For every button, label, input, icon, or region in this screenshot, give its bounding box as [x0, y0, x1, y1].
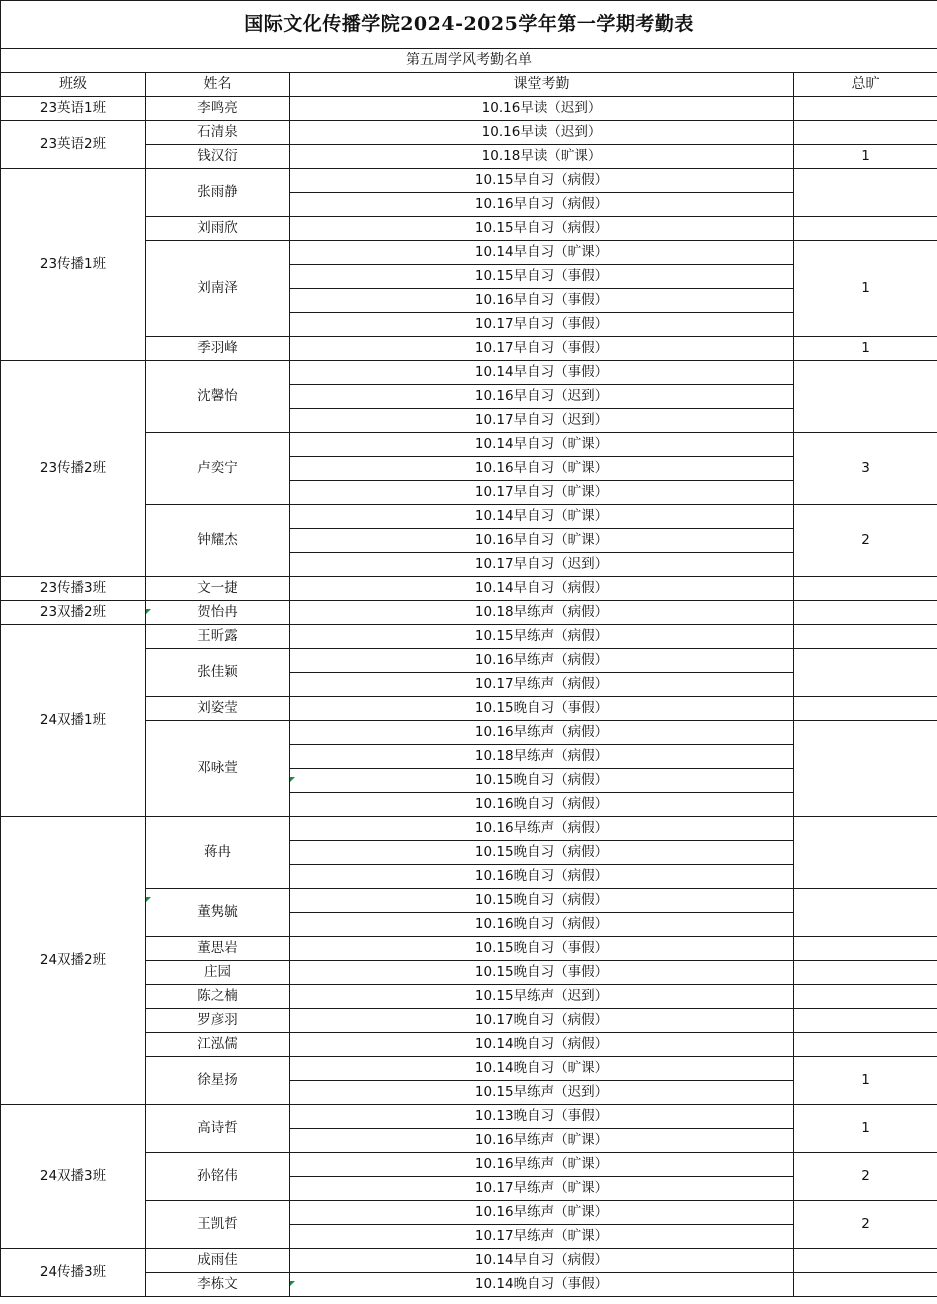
total-absence-cell: [794, 1249, 937, 1273]
sheet-subtitle: 第五周学风考勤名单: [1, 49, 937, 73]
attendance-record-cell: 10.16晚自习（病假）: [290, 913, 794, 937]
student-name-cell: 高诗哲: [146, 1105, 290, 1153]
attendance-record-cell: 10.18早练声（病假）: [290, 745, 794, 769]
student-name-cell: 董隽毓: [146, 889, 290, 937]
total-absence-cell: [794, 649, 937, 697]
cell-note-marker-icon: [290, 1281, 295, 1286]
attendance-record-cell: 10.16早练声（旷课）: [290, 1129, 794, 1153]
student-name-cell: 孙铭伟: [146, 1153, 290, 1201]
total-absence-cell: 2: [794, 1201, 937, 1249]
total-absence-cell: [794, 601, 937, 625]
student-name-cell: 季羽峰: [146, 337, 290, 361]
attendance-record-cell: 10.17早练声（旷课）: [290, 1225, 794, 1249]
table-row: [1, 97, 937, 121]
attendance-record-cell: 10.16早练声（病假）: [290, 649, 794, 673]
attendance-record-cell: 10.15晚自习（病假）: [290, 841, 794, 865]
student-name-cell: 文一捷: [146, 577, 290, 601]
total-absence-cell: 2: [794, 505, 937, 577]
table-row: [1, 577, 937, 601]
attendance-record-cell: 10.17早自习（旷课）: [290, 481, 794, 505]
attendance-record-cell: 10.15早自习（病假）: [290, 169, 794, 193]
student-name-cell: 王凯哲: [146, 1201, 290, 1249]
class-cell: 24双播1班: [1, 625, 146, 817]
attendance-record-cell: 10.17早练声（旷课）: [290, 1177, 794, 1201]
attendance-record-cell: 10.16早读（迟到）: [290, 121, 794, 145]
student-name-cell: 石清泉: [146, 121, 290, 145]
student-name-cell: 董思岩: [146, 937, 290, 961]
attendance-record-cell: 10.17晚自习（病假）: [290, 1009, 794, 1033]
student-name-cell: 张雨静: [146, 169, 290, 217]
table-row: [1, 1105, 937, 1129]
attendance-record-cell: 10.14晚自习（旷课）: [290, 1057, 794, 1081]
total-absence-cell: [794, 697, 937, 721]
student-name-cell: 刘南泽: [146, 241, 290, 337]
attendance-record-cell: 10.16早自习（病假）: [290, 193, 794, 217]
header-name: 姓名: [146, 73, 290, 97]
student-name-cell: 李栋文: [146, 1273, 290, 1297]
student-name-cell: 李鸣亮: [146, 97, 290, 121]
total-absence-cell: [794, 1033, 937, 1057]
attendance-record-cell: 10.16早练声（病假）: [290, 721, 794, 745]
header-row: [1, 73, 937, 97]
attendance-record-cell: 10.14早自习（事假）: [290, 361, 794, 385]
attendance-record-cell: 10.18早练声（病假）: [290, 601, 794, 625]
attendance-record-cell: 10.15早练声（病假）: [290, 625, 794, 649]
cell-note-marker-icon: [146, 897, 151, 902]
attendance-record-cell: 10.18早读（旷课）: [290, 145, 794, 169]
total-absence-cell: [794, 121, 937, 145]
attendance-record-cell: 10.16晚自习（病假）: [290, 793, 794, 817]
cell-note-marker-icon: [146, 609, 151, 614]
class-cell: 23传播3班: [1, 577, 146, 601]
attendance-record-cell: 10.13晚自习（事假）: [290, 1105, 794, 1129]
total-absence-cell: [794, 169, 937, 217]
student-name-cell: 刘雨欣: [146, 217, 290, 241]
attendance-record-cell: 10.14早自习（旷课）: [290, 505, 794, 529]
total-absence-cell: 1: [794, 241, 937, 337]
attendance-record-cell: 10.16早读（迟到）: [290, 97, 794, 121]
class-cell: 24传播3班: [1, 1249, 146, 1297]
student-name-cell: 贺怡冉: [146, 601, 290, 625]
student-name-cell: 罗彦羽: [146, 1009, 290, 1033]
attendance-record-cell: 10.15早练声（迟到）: [290, 985, 794, 1009]
attendance-record-cell: 10.14早自习（旷课）: [290, 241, 794, 265]
total-absence-cell: [794, 961, 937, 985]
attendance-record-cell: 10.14早自习（病假）: [290, 577, 794, 601]
total-absence-cell: 1: [794, 1105, 937, 1153]
total-absence-cell: [794, 985, 937, 1009]
attendance-record-cell: 10.15晚自习（病假）: [290, 889, 794, 913]
attendance-record-cell: 10.16早自习（旷课）: [290, 457, 794, 481]
table-row: [1, 625, 937, 649]
total-absence-cell: [794, 1009, 937, 1033]
class-cell: 24双播2班: [1, 817, 146, 1105]
table-row: [1, 361, 937, 385]
student-name-cell: 庄园: [146, 961, 290, 985]
attendance-record-cell: 10.17早自习（迟到）: [290, 409, 794, 433]
table-row: [1, 601, 937, 625]
header-attendance: 课堂考勤: [290, 73, 794, 97]
attendance-record-cell: 10.14早自习（病假）: [290, 1249, 794, 1273]
attendance-record-cell: 10.15早自习（病假）: [290, 217, 794, 241]
attendance-record-cell: 10.14晚自习（病假）: [290, 1033, 794, 1057]
total-absence-cell: 1: [794, 145, 937, 169]
total-absence-cell: [794, 1273, 937, 1297]
header-total: 总旷: [794, 73, 937, 97]
attendance-record-cell: 10.17早自习（事假）: [290, 313, 794, 337]
attendance-record-cell: 10.17早自习（事假）: [290, 337, 794, 361]
student-name-cell: 蒋冉: [146, 817, 290, 889]
student-name-cell: 钟耀杰: [146, 505, 290, 577]
total-absence-cell: 3: [794, 433, 937, 505]
student-name-cell: 邓咏萱: [146, 721, 290, 817]
attendance-record-cell: 10.16晚自习（病假）: [290, 865, 794, 889]
total-absence-cell: 1: [794, 1057, 937, 1105]
attendance-record-cell: 10.16早自习（事假）: [290, 289, 794, 313]
student-name-cell: 成雨佳: [146, 1249, 290, 1273]
attendance-record-cell: 10.16早练声（病假）: [290, 817, 794, 841]
table-row: [1, 1249, 937, 1273]
table-row: [1, 169, 937, 193]
attendance-record-cell: 10.15早练声（迟到）: [290, 1081, 794, 1105]
table-row: [1, 121, 937, 145]
total-absence-cell: [794, 937, 937, 961]
attendance-record-cell: 10.15早自习（事假）: [290, 265, 794, 289]
student-name-cell: 卢奕宁: [146, 433, 290, 505]
attendance-record-cell: 10.14早自习（旷课）: [290, 433, 794, 457]
student-name-cell: 陈之楠: [146, 985, 290, 1009]
table-row: [1, 817, 937, 841]
total-absence-cell: 1: [794, 337, 937, 361]
total-absence-cell: [794, 817, 937, 889]
student-name-cell: 沈馨怡: [146, 361, 290, 433]
attendance-record-cell: 10.17早自习（迟到）: [290, 553, 794, 577]
class-cell: 23双播2班: [1, 601, 146, 625]
attendance-record-cell: 10.16早练声（旷课）: [290, 1153, 794, 1177]
student-name-cell: 张佳颖: [146, 649, 290, 697]
total-absence-cell: [794, 361, 937, 433]
class-cell: 23英语1班: [1, 97, 146, 121]
student-name-cell: 刘姿莹: [146, 697, 290, 721]
class-cell: 23传播1班: [1, 169, 146, 361]
student-name-cell: 江泓儒: [146, 1033, 290, 1057]
total-absence-cell: 2: [794, 1153, 937, 1201]
attendance-record-cell: 10.16早自习（迟到）: [290, 385, 794, 409]
class-cell: 23传播2班: [1, 361, 146, 577]
class-cell: 23英语2班: [1, 121, 146, 169]
total-absence-cell: [794, 889, 937, 937]
total-absence-cell: [794, 577, 937, 601]
attendance-record-cell: 10.17早练声（病假）: [290, 673, 794, 697]
attendance-record-cell: 10.16早自习（旷课）: [290, 529, 794, 553]
sheet-title: 国际文化传播学院2024-2025学年第一学期考勤表: [1, 1, 937, 49]
attendance-record-cell: 10.14晚自习（事假）: [290, 1273, 794, 1297]
class-cell: 24双播3班: [1, 1105, 146, 1249]
attendance-record-cell: 10.15晚自习（事假）: [290, 961, 794, 985]
student-name-cell: 徐星扬: [146, 1057, 290, 1105]
header-class: 班级: [1, 73, 146, 97]
cell-note-marker-icon: [290, 777, 295, 782]
total-absence-cell: [794, 97, 937, 121]
attendance-record-cell: 10.15晚自习（病假）: [290, 769, 794, 793]
student-name-cell: 王昕露: [146, 625, 290, 649]
total-absence-cell: [794, 625, 937, 649]
attendance-record-cell: 10.15晚自习（事假）: [290, 697, 794, 721]
attendance-record-cell: 10.16早练声（旷课）: [290, 1201, 794, 1225]
total-absence-cell: [794, 721, 937, 817]
attendance-record-cell: 10.15晚自习（事假）: [290, 937, 794, 961]
student-name-cell: 钱汉衍: [146, 145, 290, 169]
total-absence-cell: [794, 217, 937, 241]
